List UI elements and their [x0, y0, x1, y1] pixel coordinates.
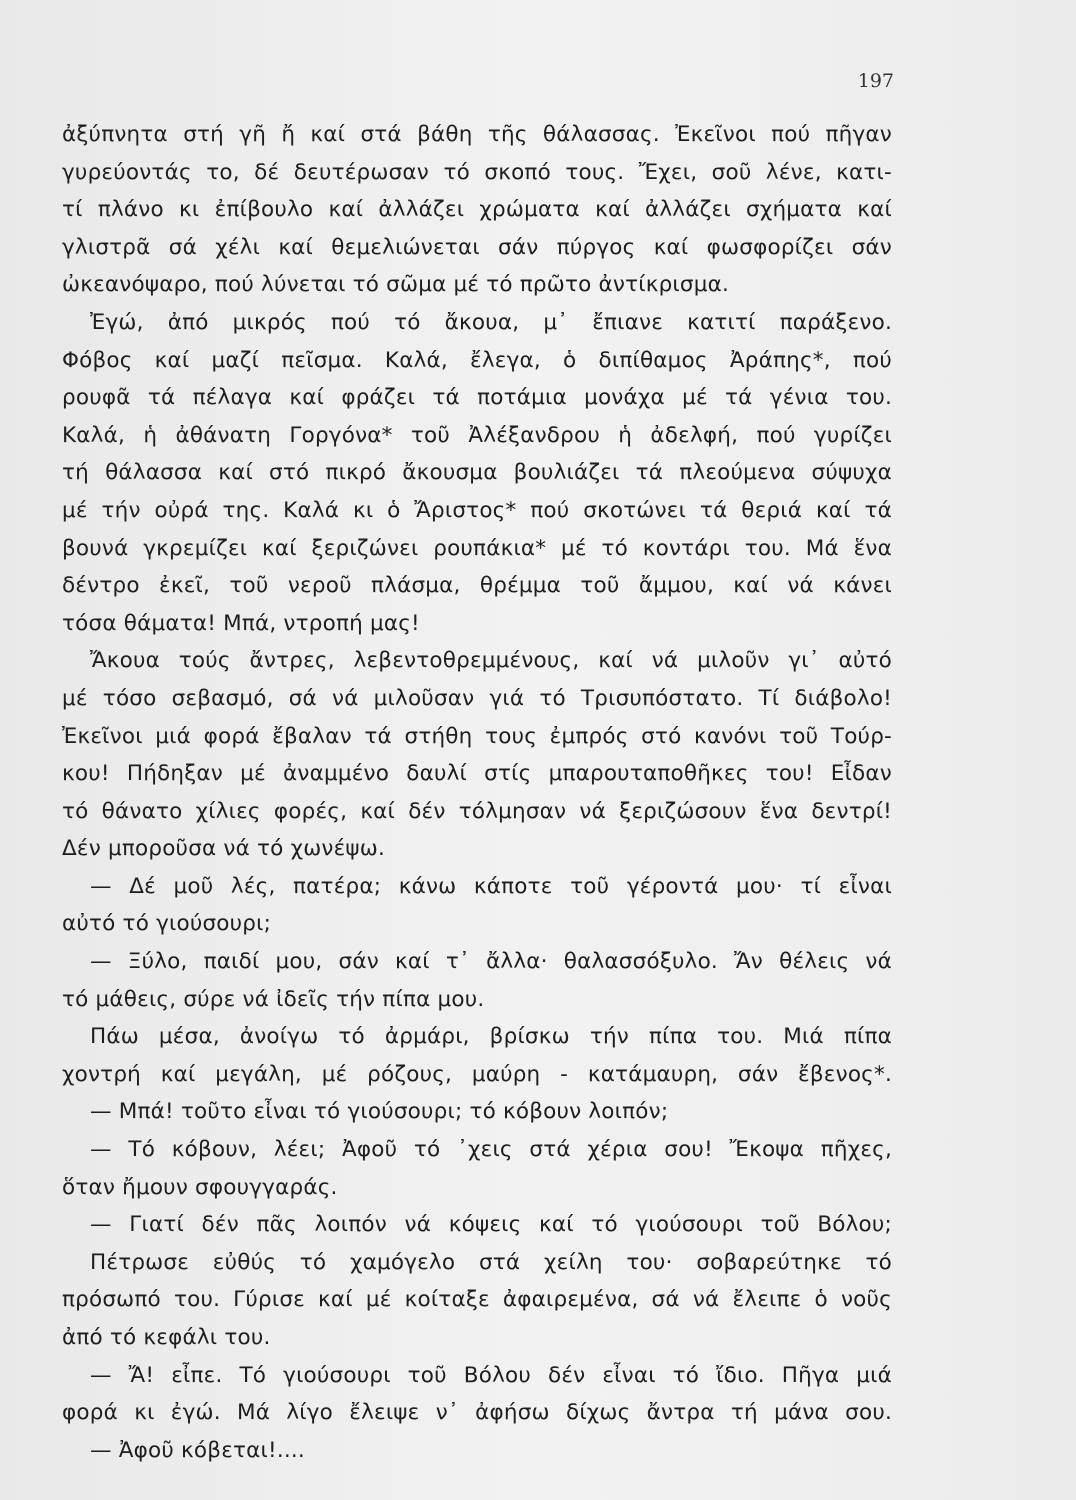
text-line: ἀξύπνητα στή γῆ ἤ καί στά βάθη τῆς θάλασσας. Ἐκεῖνοι πού πῆγαν — [62, 122, 892, 147]
text-line: ρουφᾶ τά πέλαγα καί φράζει τά ποτάμια μονάχα μέ τά γένια του. — [62, 385, 892, 411]
text-line: Ἐγώ, ἀπό μικρός πού τό ἄκουα, μ᾽ ἔπιανε κατιτί παράξενο. — [90, 309, 892, 335]
text-line: ὅταν ἤμουν σφουγγαράς. — [62, 1174, 338, 1200]
text-line: Ἐκεῖνοι μιά φορά ἔβαλαν τά στήθη τους ἐμπρός στό κανόνι τοῦ Τούρ- — [62, 723, 892, 749]
text-line: γυρεύοντάς το, δέ δευτέρωσαν τό σκοπό τους. Ἔχει, σοῦ λένε, κατι- — [62, 159, 892, 185]
text-line: — Δέ μοῦ λές, πατέρα; κάνω κάποτε τοῦ γέροντά μου· τί εἶναι — [90, 873, 892, 899]
text-line: χοντρή καί μεγάλη, μέ ρόζους, μαύρη - κατάμαυρη, σάν ἔβενος*. — [62, 1061, 892, 1087]
text-line: τό θάνατο χίλιες φορές, καί δέν τόλμησαν νά ξεριζώσουν ἕνα δεντρί! — [62, 798, 892, 824]
text-line: αὐτό τό γιούσουρι; — [62, 911, 272, 937]
text-line: — Γιατί δέν πᾶς λοιπόν νά κόψεις καί τό γιούσουρι τοῦ Βόλου; — [90, 1212, 892, 1238]
page-number: 197 — [857, 70, 894, 92]
text-line: — Τό κόβουν, λέει; Ἀφοῦ τό ᾽χεις στά χέρια σου! Ἔκοψα πῆχες, — [90, 1137, 892, 1163]
text-line: — Μπά! τοῦτο εἶναι τό γιούσουρι; τό κόβουν λοιπόν; — [90, 1099, 669, 1125]
text-line: Φόβος καί μαζί πεῖσμα. Καλά, ἔλεγα, ὁ διπίθαμος Ἀράπης*, πού — [62, 347, 892, 373]
text-line: Καλά, ἡ ἀθάνατη Γοργόνα* τοῦ Ἀλέξανδρου ἡ ἀδελφή, πού γυρίζει — [62, 422, 892, 448]
text-line: Δέν μποροῦσα νά τό χωνέψω. — [62, 836, 386, 862]
text-line: δέντρο ἐκεῖ, τοῦ νεροῦ πλάσμα, θρέμμα τοῦ ἄμμου, καί νά κάνει — [62, 573, 892, 599]
text-line: — Ἄ! εἶπε. Τό γιούσουρι τοῦ Βόλου δέν εἶναι τό ἴδιο. Πῆγα μιά — [90, 1362, 892, 1388]
text-line: — Ξύλο, παιδί μου, σάν καί τ᾽ ἄλλα· θαλασσόξυλο. Ἄν θέλεις νά — [90, 949, 892, 975]
text-line: Πέτρωσε εὐθύς τό χαμόγελο στά χείλη του· σοβαρεύτηκε τό — [90, 1249, 892, 1275]
text-line: βουνά γκρεμίζει καί ξεριζώνει ρουπάκια* μέ τό κοντάρι του. Μά ἕνα — [62, 535, 892, 561]
text-line: πρόσωπό του. Γύρισε καί μέ κοίταξε ἀφαιρεμένα, σά νά ἔλειπε ὁ νοῦς — [62, 1287, 892, 1313]
text-line: τί πλάνο κι ἐπίβουλο καί ἀλλάζει χρώματα καί ἀλλάζει σχήματα καί — [62, 197, 892, 223]
text-line: τό μάθεις, σύρε νά ἰδεῖς τήν πίπα μου. — [62, 986, 485, 1012]
text-line: κου! Πήδηξαν μέ ἀναμμένο δαυλί στίς μπαρουταποθῆκες του! Εἶδαν — [62, 761, 892, 787]
text-line: φορά κι ἐγώ. Μά λίγο ἔλειψε ν᾽ ἀφήσω δίχως ἄντρα τή μάνα σου. — [62, 1400, 892, 1426]
text-line: τόσα θάματα! Μπά, ντροπή μας! — [62, 610, 420, 636]
text-line: τή θάλασσα καί στό πικρό ἄκουσμα βουλιάζει τά πλεούμενα σύψυχα — [62, 460, 892, 486]
text-line: Πάω μέσα, ἀνοίγω τό ἀρμάρι, βρίσκω τήν πίπα του. Μιά πίπα — [90, 1024, 892, 1050]
text-line: μέ τόσο σεβασμό, σά νά μιλοῦσαν γιά τό Τρισυπόστατο. Τί διάβολο! — [62, 685, 892, 711]
text-line: μέ τήν οὐρά της. Καλά κι ὁ Ἄριστος* πού σκοτώνει τά θεριά καί τά — [62, 497, 892, 523]
text-line: γλιστρᾶ σά χέλι καί θεμελιώνεται σάν πύργος καί φωσφορίζει σάν — [62, 234, 892, 260]
text-line: ὠκεανόψαρο, πού λύνεται τό σῶμα μέ τό πρῶτο ἀντίκρισμα. — [62, 272, 730, 298]
text-line: ἀπό τό κεφάλι του. — [62, 1325, 271, 1350]
text-line: Ἄκουα τούς ἄντρες, λεβεντοθρεμμένους, καί νά μιλοῦν γι᾽ αὐτό — [90, 648, 892, 674]
body-text — [62, 116, 892, 1469]
text-line: — Ἀφοῦ κόβεται!.... — [90, 1437, 305, 1463]
